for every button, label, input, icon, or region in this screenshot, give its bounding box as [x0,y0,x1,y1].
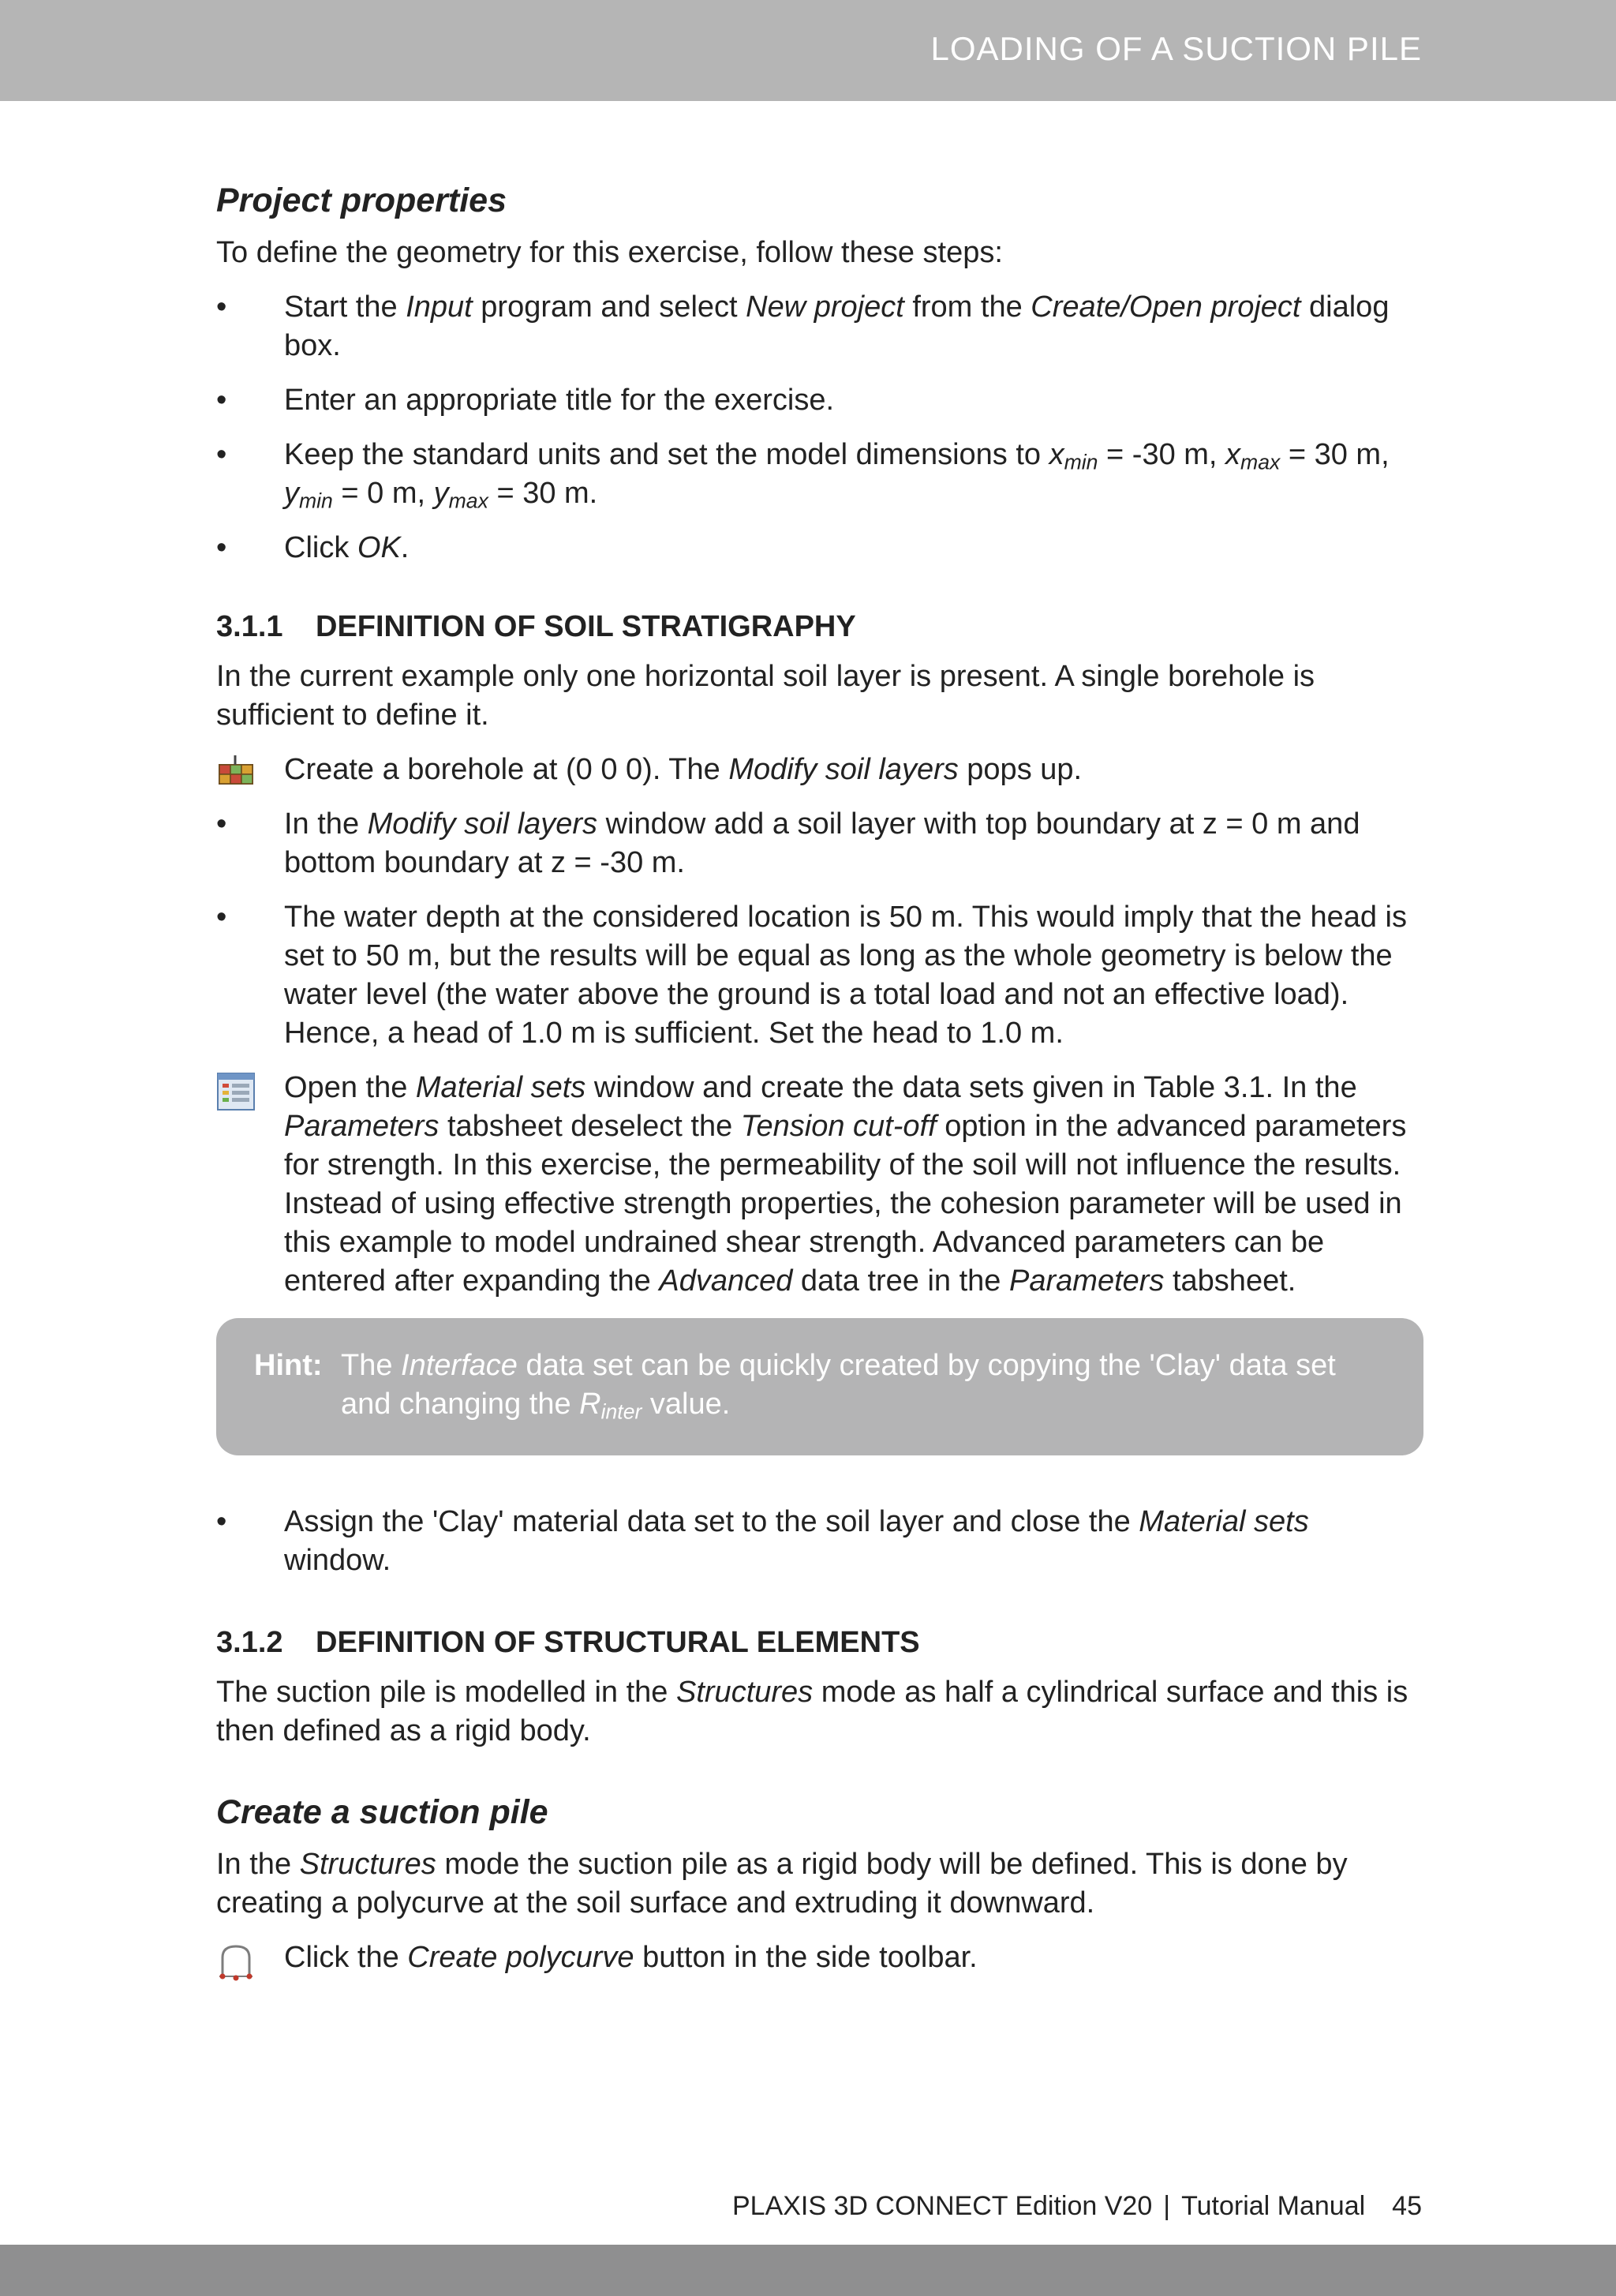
text-emphasis: Modify soil layers [367,807,598,841]
text-emphasis: Advanced [659,1264,793,1298]
text: dialog box. [284,290,1390,362]
list-item [216,1938,1423,1977]
bullet: • [216,807,227,841]
bullet: • [216,290,227,324]
text-emphasis: Parameters [1009,1264,1165,1298]
create-polycurve-icon [216,1942,256,1975]
list-item [216,436,1423,513]
hint-box [216,1318,1423,1455]
math-y: y [433,477,449,510]
section-title: DEFINITION OF SOIL STRATIGRAPHY [316,610,856,643]
text: The [341,1349,402,1382]
text-emphasis: Create polycurve [407,1941,634,1974]
math-x: x [1049,438,1064,471]
section-heading-structural [216,1623,1423,1662]
text-emphasis: Modify soil layers [728,753,959,786]
math-subscript: inter [600,1399,642,1424]
text: In the [216,1848,300,1881]
paragraph-intro [216,1673,1423,1751]
math-subscript: min [299,489,333,513]
text: mode as half a cylindrical surface and this is then defined as a rigid body. [216,1676,1408,1747]
text-emphasis: New project [746,290,904,324]
paragraph-intro [216,1845,1423,1923]
math-y: y [284,477,299,510]
text: Enter an appropriate title for the exercise. [284,384,835,417]
text: = 0 m, [332,477,434,510]
text: The suction pile is modelled in the [216,1676,676,1709]
text: mode the suction pile as a rigid body will be defined. This is done by creating a polycurve at the soil surface and extruding it downward. [216,1848,1348,1920]
text: Create a borehole at (0 0 0). The [284,753,729,786]
footer-product: PLAXIS 3D CONNECT Edition V20 [731,2191,1153,2221]
text-emphasis: Structures [676,1676,814,1709]
footer-manual: Tutorial Manual [1181,2191,1366,2221]
page-number: 45 [1392,2191,1422,2221]
text-emphasis: Create/Open project [1031,290,1301,324]
text: The water depth at the considered location is 50 m. This would imply that the head is set to 50 m, but the results will be equal as long as the whole geometry is below the water level (the water above the ground is a total load and not an effective load). Hence, a head of 1.0 m is sufficient. Set the head to 1.0 m. [284,901,1407,1050]
section-number: 3.1.1 [216,610,283,643]
paragraph-intro: In the current example only one horizontal soil layer is present. A single borehole is sufficient to define it. [216,660,1315,732]
list-item [216,751,1423,789]
list-item [216,1069,1423,1301]
section-number: 3.1.2 [216,1626,283,1659]
text: tabsheet deselect the [439,1110,741,1143]
text: window. [284,1544,391,1577]
math-r: R [579,1388,601,1421]
text-emphasis: Interface [401,1349,518,1382]
text: program and select [472,290,746,324]
math-subscript: max [448,489,488,513]
text: Click [284,531,357,564]
list-item [216,805,1423,882]
math-subscript: min [1064,450,1098,474]
text: In the [284,807,368,841]
text: Open the [284,1071,416,1104]
text-emphasis: Input [406,290,473,324]
list-item [216,288,1423,365]
heading-project-properties: Project properties [216,182,507,219]
footer-bar [0,2245,1616,2296]
running-title: LOADING OF A SUCTION PILE [930,30,1422,67]
text: data tree in the [792,1264,1010,1298]
text-emphasis: Material sets [1139,1505,1309,1538]
text: option in the advanced parameters for strength. In this exercise, the permeability of the soil will not influence the results. Instead of using effective strength properties, the cohesion parameter will be used in this example to model undrained shear strength. Advanced parameters can be entered after expanding the [284,1110,1407,1298]
paragraph-intro: To define the geometry for this exercise, follow these steps: [216,236,1003,269]
bullet: • [216,438,227,471]
hint-text [341,1347,1392,1424]
section-heading-soil [216,607,1423,646]
text: = 30 m, [1280,438,1390,471]
footer-separator: | [1163,2191,1171,2221]
text-emphasis: Structures [299,1848,436,1881]
text: Keep the standard units and set the model dimensions to [284,438,1049,471]
text: Click the [284,1941,408,1974]
text: data set can be quickly created by copying the 'Clay' data set and changing the [341,1349,1336,1421]
list-item [216,529,1423,567]
text-emphasis: OK [357,531,401,564]
text-emphasis: Parameters [284,1110,440,1143]
list-item [216,898,1423,1053]
page-header [0,0,1616,101]
list-item [216,1503,1423,1580]
hint-label: Hint: [254,1349,323,1382]
text: . [400,531,410,564]
page-content [216,178,1423,1993]
math-x: x [1225,438,1241,471]
text: value. [642,1388,731,1421]
text: tabsheet. [1164,1264,1296,1298]
text: = -30 m, [1098,438,1226,471]
text: pops up. [958,753,1083,786]
text: Assign the 'Clay' material data set to the soil layer and close the [284,1505,1139,1538]
math-subscript: max [1240,450,1281,474]
bullet: • [216,901,227,934]
bullet: • [216,1505,227,1538]
text: from the [903,290,1031,324]
borehole-icon [216,754,256,787]
text: Start the [284,290,406,324]
bullet: • [216,384,227,417]
heading-create-suction-pile: Create a suction pile [216,1793,548,1831]
text: window and create the data sets given in Table 3.1. In the [585,1071,1357,1104]
text: window add a soil layer with top boundary at z = 0 m and bottom boundary at z = -30 m. [284,807,1360,879]
list-item [216,381,1423,420]
material-sets-icon [216,1072,256,1105]
bullet: • [216,531,227,564]
text: button in the side toolbar. [634,1941,978,1974]
text-emphasis: Tension cut-off [740,1110,937,1143]
text: = 30 m. [488,477,598,510]
text-emphasis: Material sets [415,1071,586,1104]
page-footer [732,2191,1422,2222]
section-title: DEFINITION OF STRUCTURAL ELEMENTS [316,1626,920,1659]
